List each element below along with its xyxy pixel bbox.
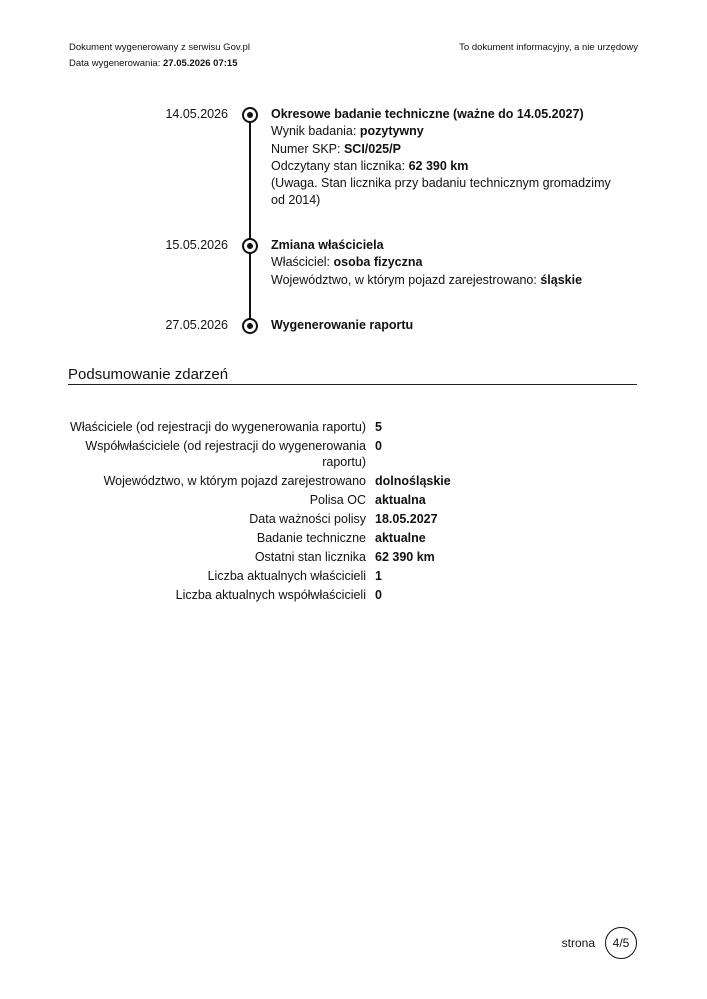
source-text: Dokument wygenerowany z serwisu Gov.pl — [69, 42, 250, 53]
summary-table — [68, 417, 637, 604]
timeline-line — [249, 114, 251, 324]
event-details — [271, 106, 616, 210]
skp-label: Numer SKP: — [271, 141, 341, 156]
table-row — [68, 471, 637, 490]
skp-value: SCI/025/P — [343, 141, 401, 156]
event-title: Wygenerowanie raportu — [271, 318, 414, 332]
voivodeship-label: Województwo, w którym pojazd zarejestrowano: — [271, 272, 537, 287]
event-details — [271, 317, 616, 334]
owner-value: osoba fizyczna — [333, 255, 423, 270]
summary-label: Współwłaściciele (od rejestracji do wygenerowania raportu) — [85, 438, 366, 469]
summary-label: Ostatni stan licznika — [254, 549, 366, 564]
event-timeline — [0, 100, 707, 350]
timeline-dot-icon — [242, 107, 258, 123]
page-footer — [562, 927, 637, 959]
summary-label: Właściciele (od rejestracji do wygenerowania raportu) — [70, 419, 366, 434]
event-date: 15.05.2026 — [165, 238, 228, 252]
event-title: Okresowe badanie techniczne (ważne do 14.05.2027) — [271, 107, 584, 121]
summary-label: Data ważności polisy — [249, 511, 366, 526]
event-line — [271, 141, 616, 158]
summary-label: Liczba aktualnych współwłaścicieli — [175, 587, 366, 602]
table-row — [68, 547, 637, 566]
owner-label: Właściciel: — [271, 255, 331, 270]
event-line — [271, 272, 616, 289]
summary-label: Województwo, w którym pojazd zarejestrowano — [103, 473, 366, 488]
summary-label: Liczba aktualnych właścicieli — [207, 568, 366, 583]
generated-value: 27.05.2026 07:15 — [163, 58, 238, 69]
summary-value: dolnośląskie — [375, 473, 451, 488]
summary-value: 62 390 km — [375, 549, 435, 564]
voivodeship-value: śląskie — [540, 272, 583, 287]
generated-label: Data wygenerowania: — [69, 58, 161, 69]
summary-divider — [68, 384, 637, 385]
table-row — [68, 566, 637, 585]
event-line — [271, 158, 616, 175]
result-value: pozytywny — [359, 124, 424, 139]
summary-value: aktualna — [375, 492, 426, 507]
event-line — [271, 123, 616, 140]
event-date: 14.05.2026 — [165, 107, 228, 121]
table-row — [68, 490, 637, 509]
generated-date — [69, 56, 250, 72]
result-label: Wynik badania: — [271, 124, 357, 139]
table-row — [68, 585, 637, 604]
event-date: 27.05.2026 — [165, 318, 228, 332]
table-row — [68, 436, 637, 471]
page-number: 4/5 — [605, 927, 637, 959]
timeline-dot-icon — [242, 318, 258, 334]
summary-label: Badanie techniczne — [256, 530, 366, 545]
summary-value: 5 — [375, 419, 382, 434]
table-row — [68, 417, 637, 436]
summary-title: Podsumowanie zdarzeń — [68, 366, 229, 383]
page-label: strona — [561, 936, 595, 950]
summary-value: 0 — [375, 438, 382, 453]
event-details — [271, 237, 616, 289]
summary-value: 0 — [375, 587, 382, 602]
document-source — [69, 40, 250, 72]
table-row — [68, 528, 637, 547]
summary-value: aktualne — [375, 530, 426, 545]
timeline-dot-icon — [242, 238, 258, 254]
summary-value: 18.05.2027 — [375, 511, 438, 526]
odometer-value: 62 390 km — [408, 158, 469, 173]
event-title: Zmiana właściciela — [271, 238, 384, 252]
event-line — [271, 254, 616, 271]
event-note: (Uwaga. Stan licznika przy badaniu technicznym gromadzimy od 2014) — [271, 176, 611, 208]
summary-label: Polisa OC — [309, 492, 366, 507]
summary-value: 1 — [375, 568, 382, 583]
table-row — [68, 509, 637, 528]
disclaimer: To dokument informacyjny, a nie urzędowy — [459, 42, 638, 53]
odometer-label: Odczytany stan licznika: — [271, 158, 406, 173]
